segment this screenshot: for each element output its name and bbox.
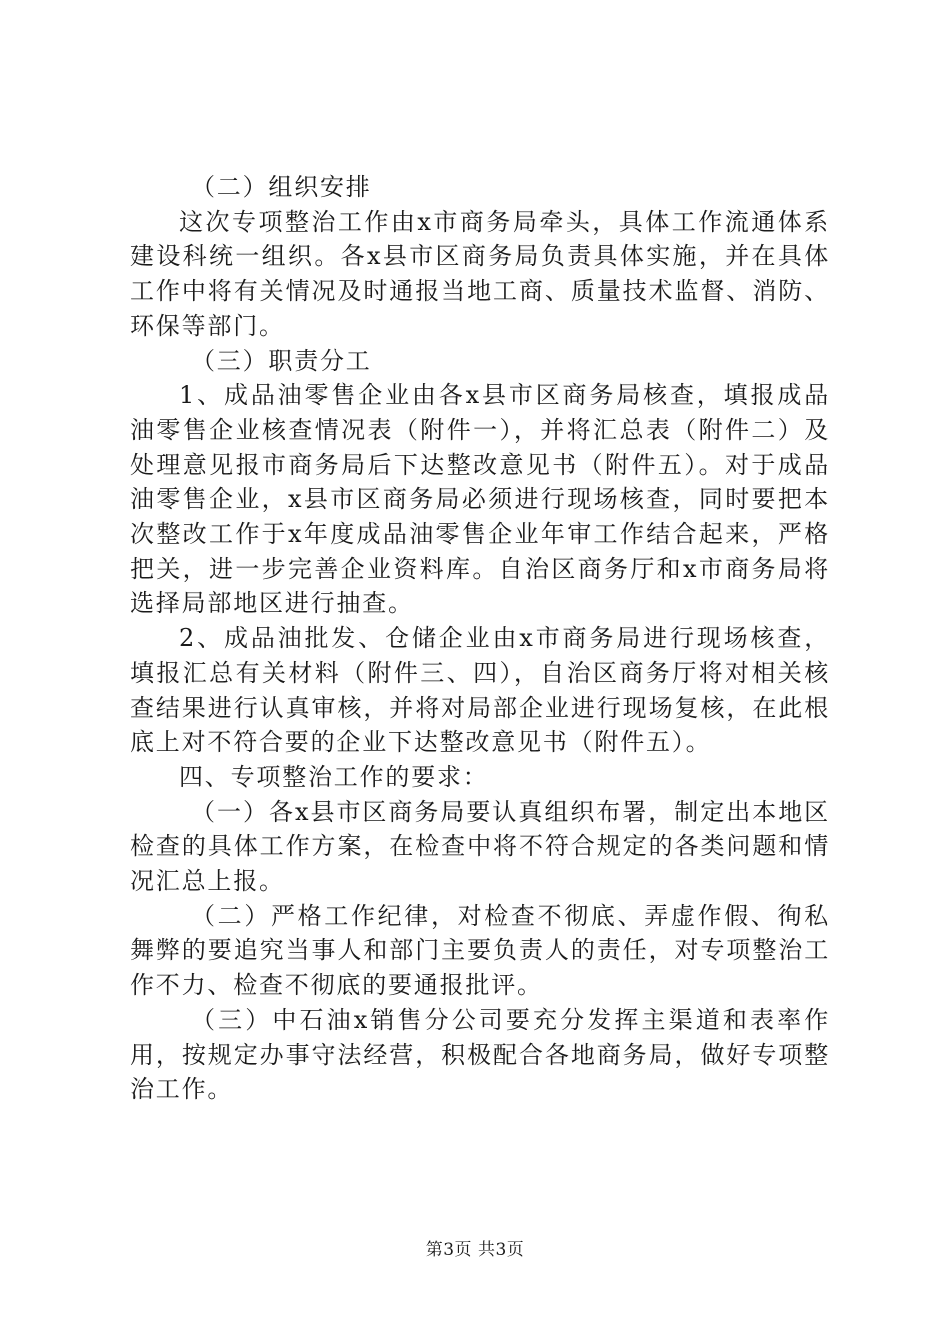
paragraph-retail-enterprises: 1、成品油零售企业由各x县市区商务局核查，填报成品油零售企业核查情况表（附件一），并将汇总表（附件二）及处理意见报市商务局后下达整改意见书（附件五）。对于成品油零售企业，x县市区商务局必须进行现场核查，同时要把本次整改工作于x年度成品油零售企业年审工作结合起来，严格把关，进一步完善企业资料库。自治区商务厅和x市商务局将选择局部地区进行抽查。 — [130, 381, 830, 618]
section-heading-requirements: 四、专项整治工作的要求： — [179, 762, 489, 791]
document-body — [130, 170, 830, 1107]
page-footer: 第3页 共3页 — [425, 1240, 525, 1260]
section-heading-organization: （二）组织安排 — [191, 173, 372, 201]
paragraph-requirement-2: （二）严格工作纪律，对检查不彻底、弄虚作假、徇私舞弊的要追究当事人和部门主要负责人的责任，对专项整治工作不力、检查不彻底的要通报批评。 — [130, 901, 830, 1000]
paragraph-wholesale-enterprises: 2、成品油批发、仓储企业由x市商务局进行现场核查，填报汇总有关材料（附件三、四），自治区商务厅将对相关核查结果进行认真审核，并将对局部企业进行现场复核，在此根底上对不符合要的企业下达整改意见书（附件五）。 — [130, 624, 830, 757]
paragraph-organization: 这次专项整治工作由x市商务局牵头，具体工作流通体系建设科统一组织。各x县市区商务局负责具体实施，并在具体工作中将有关情况及时通报当地工商、质量技术监督、消防、环保等部门。 — [130, 207, 830, 340]
section-heading-responsibilities: （三）职责分工 — [191, 346, 372, 375]
paragraph-requirement-1: （一）各x县市区商务局要认真组织布署，制定出本地区检查的具体工作方案，在检查中将不符合规定的各类问题和情况汇总上报。 — [130, 797, 830, 896]
paragraph-requirement-3: （三）中石油x销售分公司要充分发挥主渠道和表率作用，按规定办事守法经营，积极配合各地商务局，做好专项整治工作。 — [130, 1005, 830, 1104]
